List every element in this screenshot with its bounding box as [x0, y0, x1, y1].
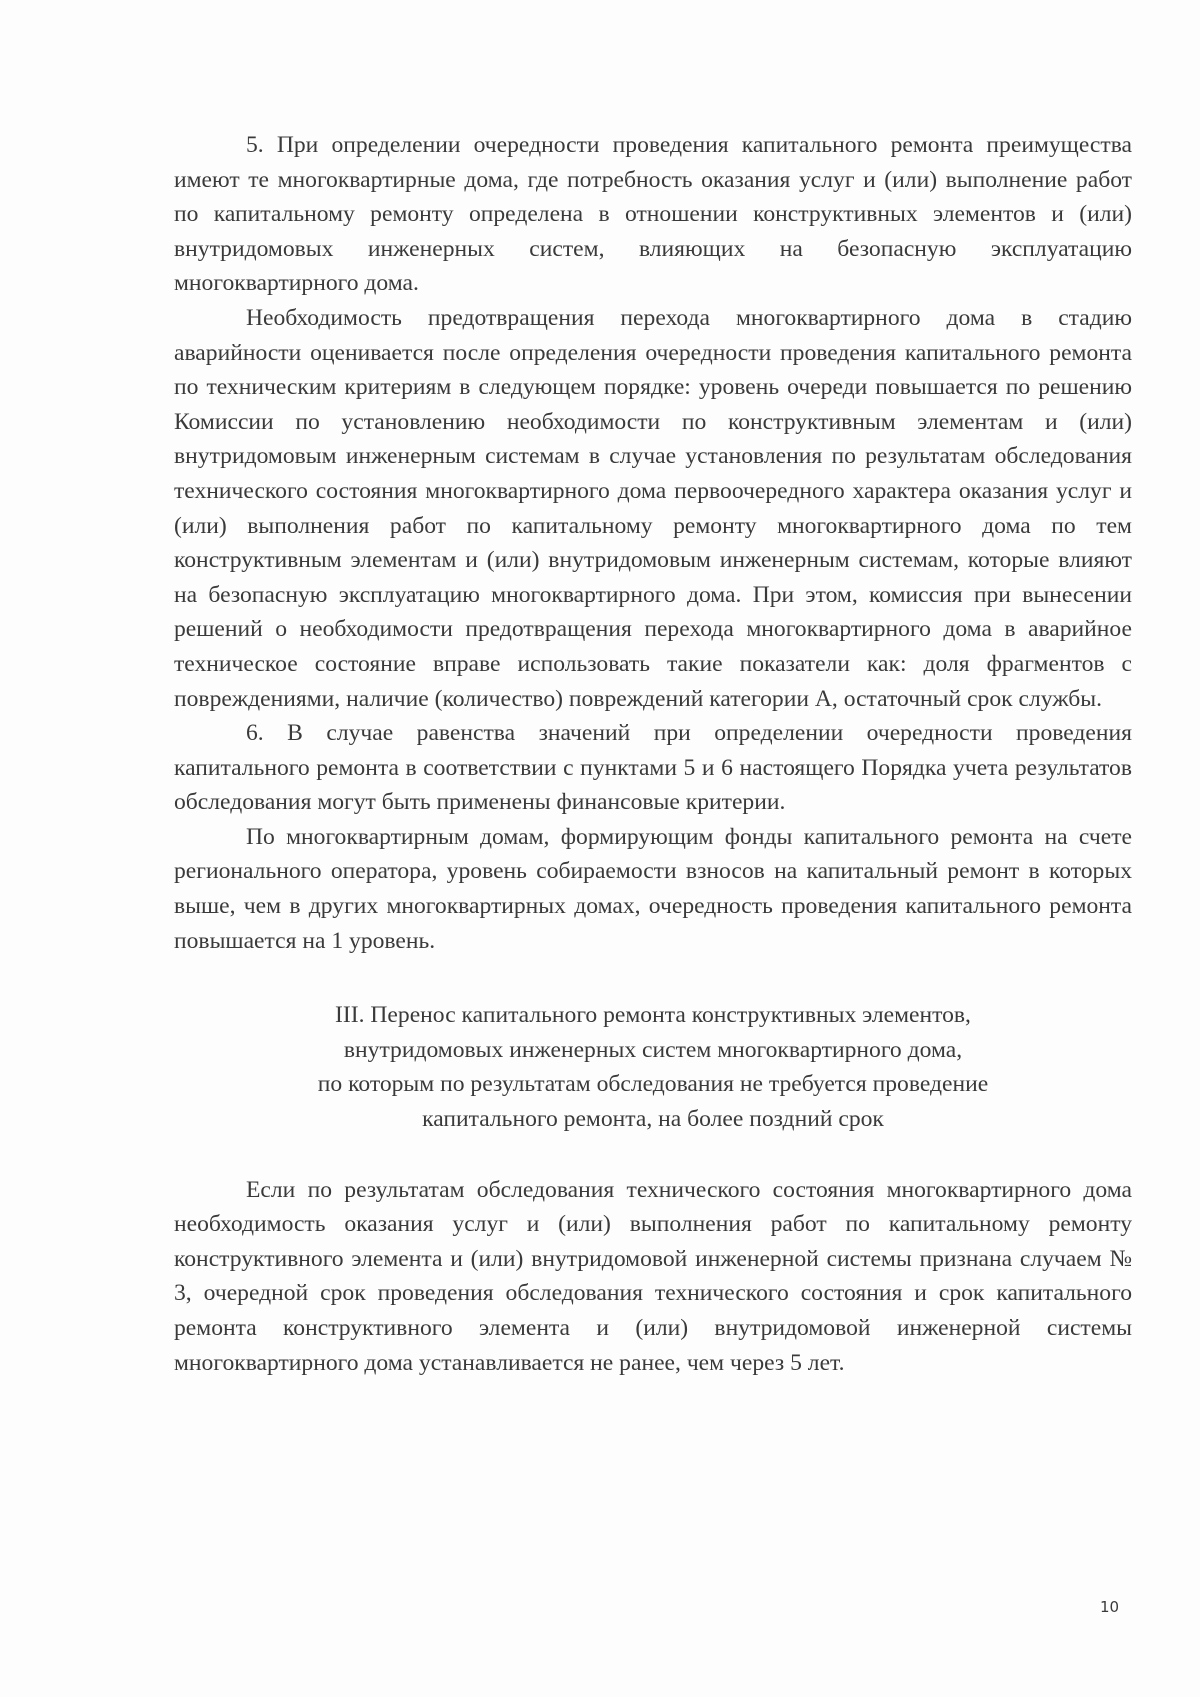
document-body: [174, 128, 1132, 1380]
page-number: 10: [1100, 1598, 1120, 1616]
section-heading-line: III. Перенос капитального ремонта конструктивных элементов,: [335, 1002, 971, 1029]
paragraph-item-5: 5. При определении очередности проведения капитального ремонта преимущества имеют те многоквартирные дома, где потребность оказания услуг и (или) выполнение работ по капитальному ремонту определена в отношении конструктивных элементов и (или) внутридомовых инженерных систем, влияющих на безопасную эксплуатацию многоквартирного дома.: [174, 132, 1132, 297]
paragraph-emergency-prevention: Необходимость предотвращения перехода многоквартирного дома в стадию аварийности оценивается после определения очередности проведения капитального ремонта по техническим критериям в следующем порядке: уровень очереди повышается по решению Комиссии по установлению необходимости по конструктивным элементам и (или) внутридомовым инженерным системам в случае установления по результатам обследования технического состояния многоквартирного дома первоочередного характера оказания услуг и (или) выполнения работ по капитальному ремонту многоквартирного дома по тем конструктивным элементам и (или) внутридомовым инженерным системам, которые влияют на безопасную эксплуатацию многоквартирного дома. При этом, комиссия при вынесении решений о необходимости предотвращения перехода многоквартирного дома в аварийное техническое состояние вправе использовать такие показатели как: доля фрагментов с повреждениями, наличие (количество) повреждений категории А, остаточный срок службы.: [174, 304, 1132, 712]
paragraph-postponement: Если по результатам обследования технического состояния многоквартирного дома необходимость оказания услуг и (или) выполнения работ по капитальному ремонту конструктивного элемента и (или) внутридомовой инженерной системы признана случаем № 3, очередной срок проведения обследования технического состояния и срок капитального ремонта конструктивного элемента и (или) внутридомовой инженерной системы многоквартирного дома устанавливается не ранее, чем через 5 лет.: [174, 1176, 1132, 1376]
paragraph-item-6: 6. В случае равенства значений при определении очередности проведения капитального ремонта в соответствии с пунктами 5 и 6 настоящего Порядка учета результатов обследования могут быть применены финансовые критерии.: [174, 720, 1132, 816]
section-heading: [174, 998, 1132, 1136]
section-heading-line: по которым по результатам обследования не требуется проведение: [317, 1071, 989, 1098]
paragraph-collection-level: По многоквартирным домам, формирующим фонды капитального ремонта на счете регионального оператора, уровень собираемости взносов на капитальный ремонт в которых выше, чем в других многоквартирных домах, очередность проведения капитального ремонта повышается на 1 уровень.: [174, 823, 1132, 954]
section-heading-line: капитального ремонта, на более поздний срок: [422, 1106, 884, 1133]
section-heading-line: внутридомовых инженерных систем многоквартирного дома,: [343, 1036, 963, 1063]
